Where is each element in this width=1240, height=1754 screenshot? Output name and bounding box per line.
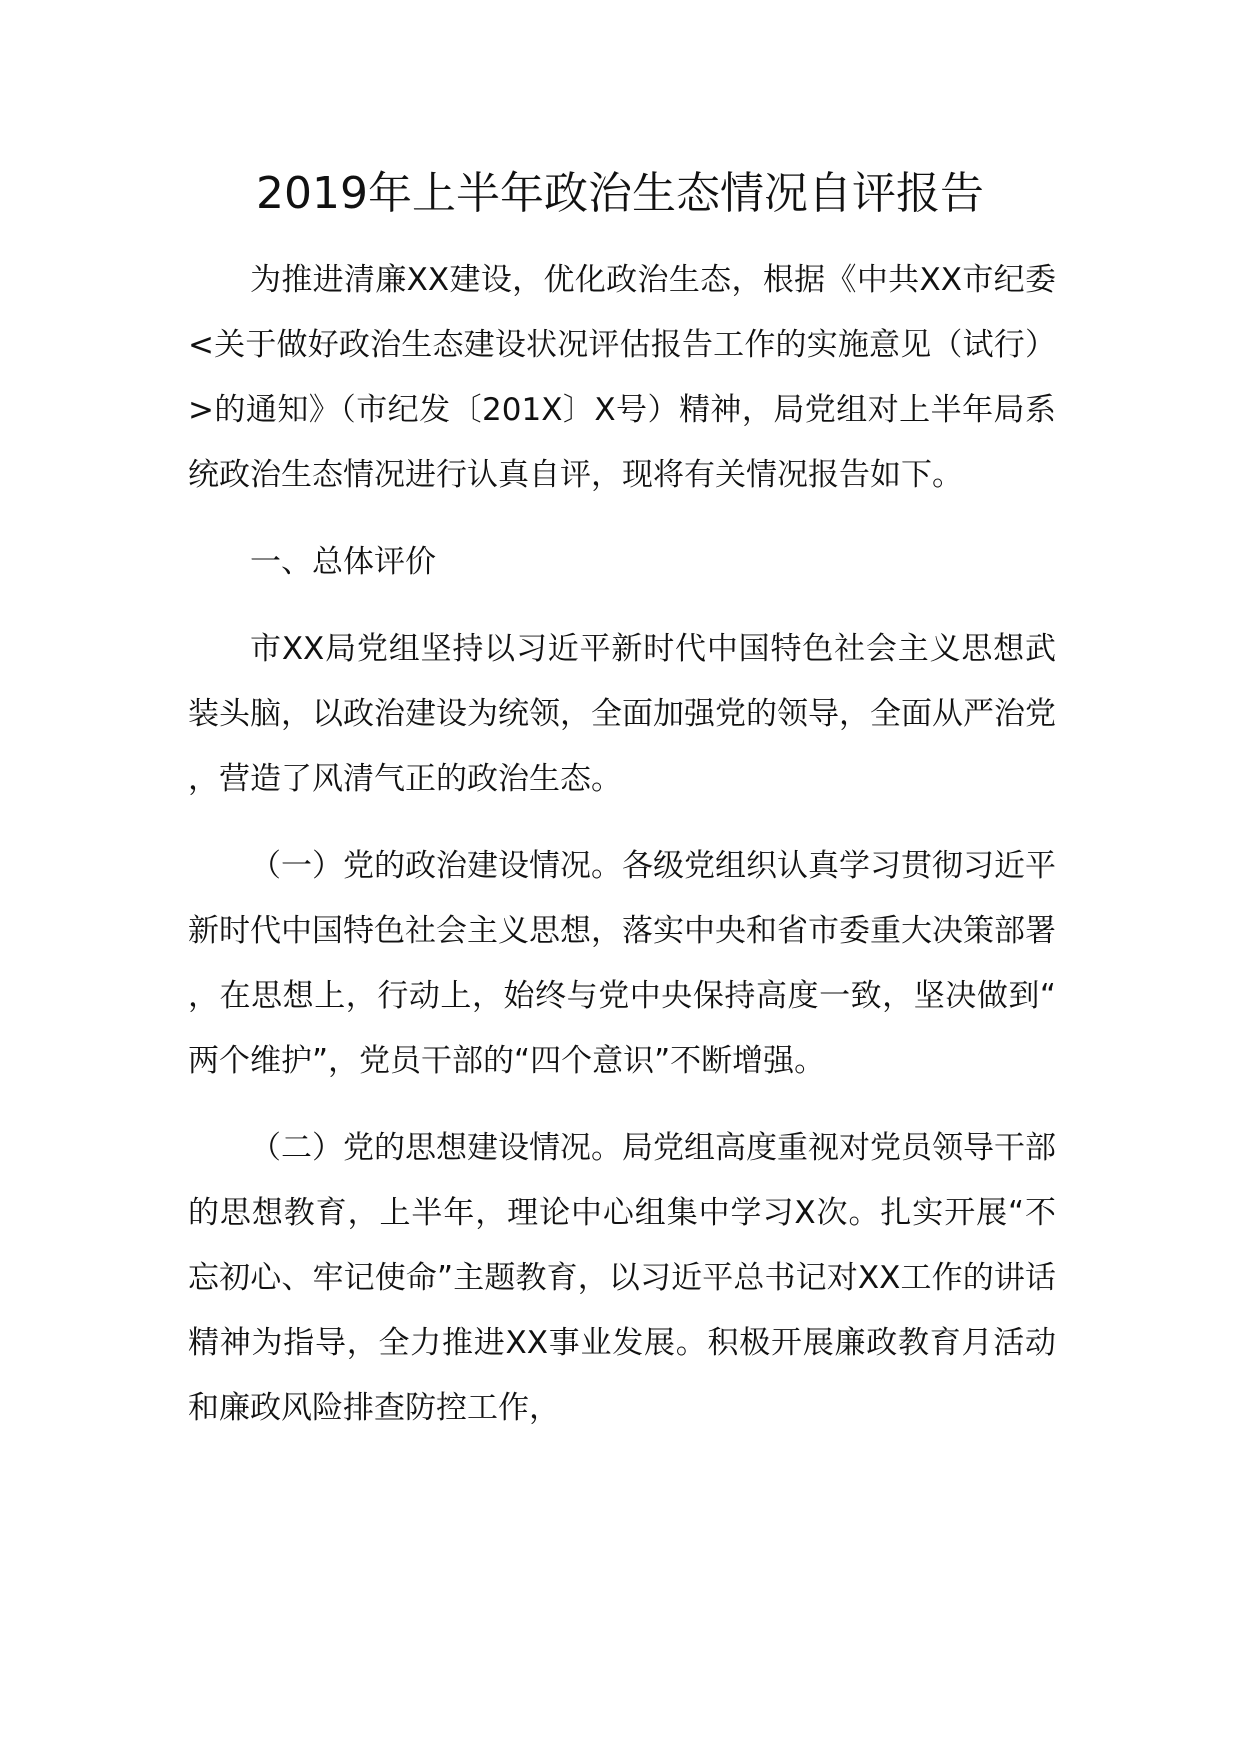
political-construction-paragraph: （一）党的政治建设情况。各级党组织认真学习贯彻习近平新时代中国特色社会主义思想，落实中央和省市委重大决策部署，在思想上，行动上，始终与党中央保持高度一致，坚决做到“两个维护”，党员干部的“四个意识”不断增强。 <box>188 848 1056 1079</box>
ideological-construction-paragraph: （二）党的思想建设情况。局党组高度重视对党员领导干部的思想教育，上半年，理论中心组集中学习X次。扎实开展“不忘初心、牢记使命”主题教育，以习近平总书记对XX工作的讲话精神为指导，全力推进XX事业发展。积极开展廉政教育月活动和廉政风险排查防控工作， <box>188 1130 1056 1426</box>
document-body <box>188 248 1056 1441</box>
intro-paragraph: 为推进清廉XX建设，优化政治生态，根据《中共XX市纪委<关于做好政治生态建设状况评估报告工作的实施意见（试行）>的通知》（市纪发〔201X〕X号）精神，局党组对上半年局系统政治生态情况进行认真自评，现将有关情况报告如下。 <box>188 262 1056 493</box>
section-heading-overall-evaluation: 一、总体评价 <box>250 544 436 580</box>
overall-evaluation-paragraph: 市XX局党组坚持以习近平新时代中国特色社会主义思想武装头脑，以政治建设为统领，全面加强党的领导，全面从严治党，营造了风清气正的政治生态。 <box>188 631 1056 797</box>
document-title: 2019年上半年政治生态情况自评报告 <box>256 168 984 219</box>
